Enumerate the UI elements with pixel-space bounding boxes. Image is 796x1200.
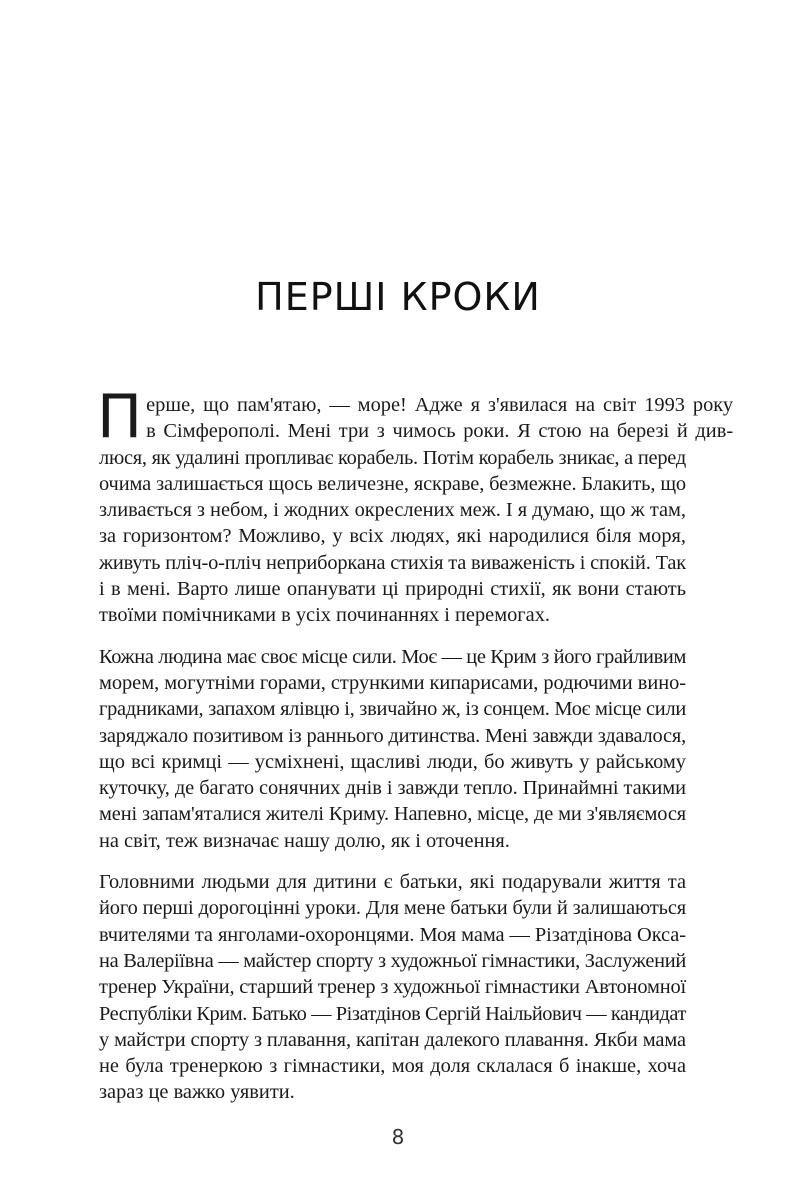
text-line: зараз це важко уявити. <box>99 1081 295 1104</box>
text-line: його перші дорогоцінні уроки. Для мене батьки були й залишаються <box>99 897 686 920</box>
paragraph-2 <box>99 644 686 854</box>
text-line: люся, як удалині пропливає корабель. Потім корабель зникає, а перед <box>99 446 686 469</box>
text-line: у майстри спорту з плавання, капітан далекого плавання. Якби мама <box>99 1028 686 1051</box>
text-line: на світ, теж визначає нашу долю, як і оточення. <box>99 829 510 852</box>
text-line: тренер України, старший тренер з художньої гімнастики Автономної <box>99 976 686 999</box>
text-line: градниками, запахом ялівцю і, звичайно ж, із сонцем. Моє місце сили <box>99 698 686 721</box>
text-line: що всі кримці — усміхнені, щасливі люди, бо живуть у райському <box>99 750 686 773</box>
text-line: за горизонтом? Можливо, у всіх людях, які народилися біля моря, <box>99 525 686 548</box>
paragraph-3 <box>99 869 686 1106</box>
body-text <box>97 382 734 1106</box>
text-line: Кожна людина має своє місце сили. Моє — це Крим з його грайливим <box>99 645 686 668</box>
text-line: вчителями та янголами-охоронцями. Моя мама — Різатдінова Окса- <box>99 923 687 946</box>
paragraph-1 <box>97 382 734 629</box>
text-line: в Сімферополі. Мені три з чимось роки. Я стою на березі й див- <box>146 420 734 443</box>
text-line: живуть пліч-о-пліч неприборкана стихія та виваженість і спокій. Так <box>99 551 686 574</box>
text-line: очима залишається щось величезне, яскраве, безмежне. Блакить, що <box>99 472 686 495</box>
text-line: Республіки Крим. Батько — Різатдінов Сергій Наільйович — кандидат <box>99 1002 686 1025</box>
page-number: 8 <box>391 1125 405 1149</box>
text-line: і в мені. Варто лише опанувати ці природні стихії, як вони стають <box>99 578 686 601</box>
drop-cap: П <box>97 382 143 452</box>
text-line: зливається з небом, і жодних окреслених меж. І я думаю, що ж там, <box>99 499 686 522</box>
text-line: мені запам'яталися жителі Криму. Напевно, місце, де ми з'являємося <box>99 803 686 826</box>
text-line: куточку, де багато сонячних днів і завжди тепло. Принаймні такими <box>99 777 686 800</box>
text-line: морем, могутніми горами, стрункими кипарисами, родючими вино- <box>99 671 686 694</box>
chapter-title: ПЕРШІ КРОКИ <box>255 275 541 319</box>
text-line: Головними людьми для дитини є батьки, які подарували життя та <box>99 871 686 894</box>
text-line: ерше, що пам'ятаю, — море! Адже я з'явилася на світ 1993 року <box>146 394 734 416</box>
text-line: не була тренеркою з гімнастики, моя доля склалася б інакше, хоча <box>99 1055 686 1078</box>
text-line: на Валеріївна — майстер спорту з художньої гімнастики, Заслужений <box>99 949 686 972</box>
text-line: твоїми помічниками в усіх починаннях і перемогах. <box>99 604 551 627</box>
text-line: заряджало позитивом із раннього дитинства. Мені завжди здавалося, <box>99 724 686 747</box>
